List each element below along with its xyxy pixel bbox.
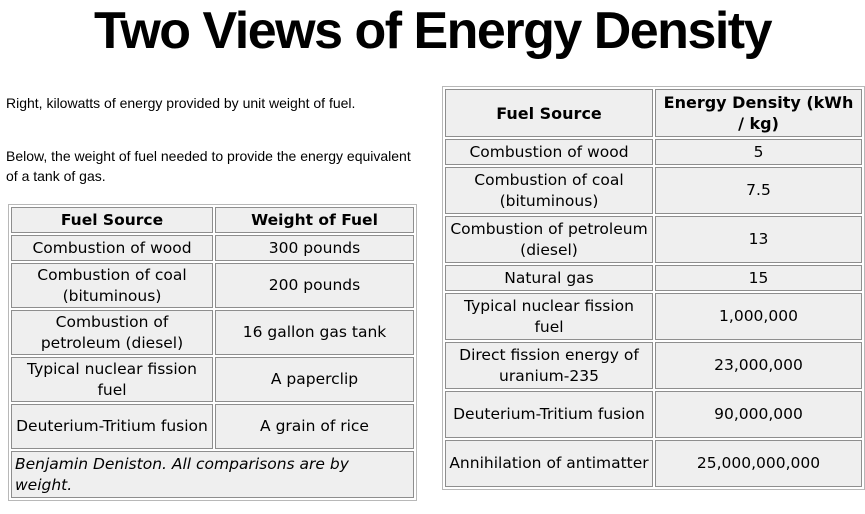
fuel-source-cell: Combustion of coal (bituminous) <box>445 167 653 214</box>
energy-density-cell: 25,000,000,000 <box>655 440 862 487</box>
energy-density-cell: 90,000,000 <box>655 391 862 438</box>
table-row <box>445 391 862 438</box>
weight-cell: 300 pounds <box>215 235 414 261</box>
column-header-energy-density: Energy Density (kWh / kg) <box>655 89 862 137</box>
fuel-source-cell: Typical nuclear fission fuel <box>11 357 213 402</box>
table-row <box>445 139 862 165</box>
fuel-source-cell: Combustion of wood <box>445 139 653 165</box>
fuel-source-cell: Combustion of petroleum (diesel) <box>445 216 653 263</box>
energy-density-cell: 15 <box>655 265 862 291</box>
energy-density-cell: 5 <box>655 139 862 165</box>
weight-of-fuel-table <box>8 204 417 501</box>
table-row <box>11 357 414 402</box>
table-row <box>445 342 862 389</box>
column-header-fuel-source: Fuel Source <box>445 89 653 137</box>
weight-cell: A grain of rice <box>215 404 414 449</box>
table-header-row <box>11 207 414 233</box>
energy-density-cell: 13 <box>655 216 862 263</box>
energy-density-cell: 23,000,000 <box>655 342 862 389</box>
table-row <box>445 265 862 291</box>
fuel-source-cell: Typical nuclear fission fuel <box>445 293 653 340</box>
energy-density-cell: 1,000,000 <box>655 293 862 340</box>
fuel-source-cell: Combustion of coal (bituminous) <box>11 263 213 308</box>
table-row <box>445 293 862 340</box>
table-row <box>445 167 862 214</box>
intro-right-text: Right, kilowatts of energy provided by unit weight of fuel. <box>6 95 356 111</box>
fuel-source-cell: Deuterium-Tritium fusion <box>11 404 213 449</box>
table-row <box>11 263 414 308</box>
energy-density-table <box>442 86 865 490</box>
table-row <box>445 440 862 487</box>
column-header-fuel-source: Fuel Source <box>11 207 213 233</box>
fuel-source-cell: Direct fission energy of uranium-235 <box>445 342 653 389</box>
source-note: Benjamin Deniston. All comparisons are by weight. <box>11 451 414 498</box>
fuel-source-cell: Combustion of petroleum (diesel) <box>11 310 213 355</box>
weight-cell: 16 gallon gas tank <box>215 310 414 355</box>
fuel-source-cell: Combustion of wood <box>11 235 213 261</box>
energy-density-cell: 7.5 <box>655 167 862 214</box>
table-row <box>11 235 414 261</box>
weight-cell: 200 pounds <box>215 263 414 308</box>
fuel-source-cell: Deuterium-Tritium fusion <box>445 391 653 438</box>
column-header-weight-of-fuel: Weight of Fuel <box>215 207 414 233</box>
fuel-source-cell: Annihilation of antimatter <box>445 440 653 487</box>
table-row <box>11 404 414 449</box>
page-title: Two Views of Energy Density <box>93 2 772 60</box>
intro-below-text: Below, the weight of fuel needed to provide the energy equivalent of a tank of gas. <box>6 148 411 184</box>
table-row <box>11 310 414 355</box>
weight-cell: A paperclip <box>215 357 414 402</box>
fuel-source-cell: Natural gas <box>445 265 653 291</box>
table-row <box>445 216 862 263</box>
table-note-row <box>11 451 414 498</box>
table-header-row <box>445 89 862 137</box>
